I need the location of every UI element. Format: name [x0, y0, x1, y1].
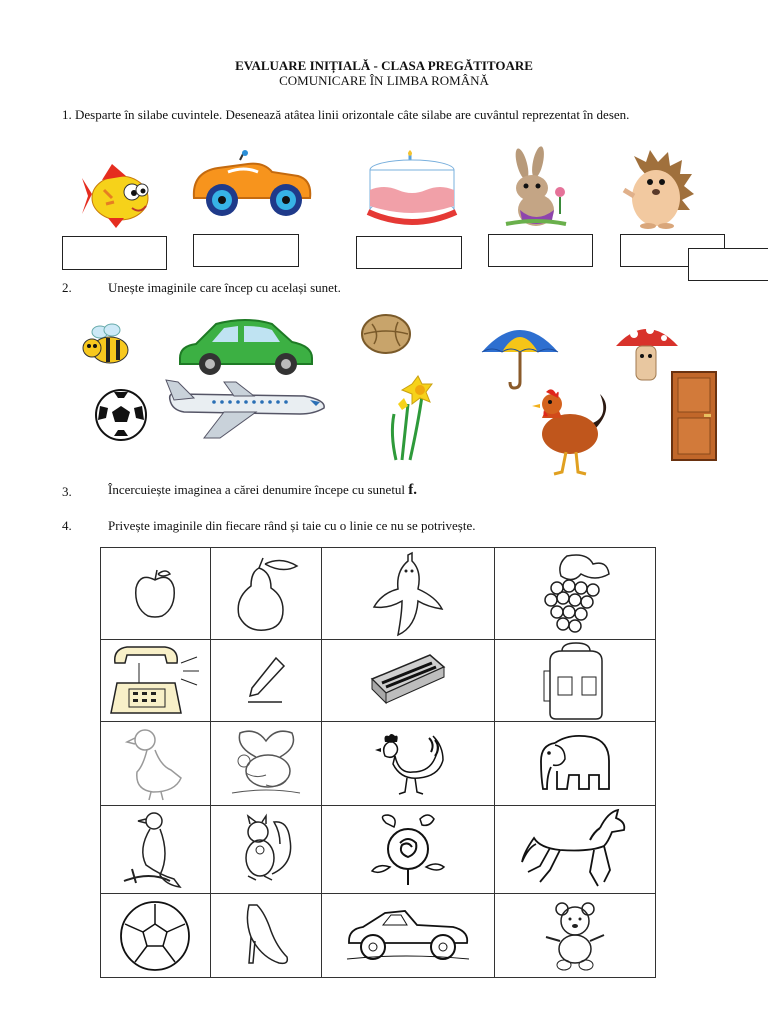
grid-row-3 [101, 722, 656, 806]
grid-cell[interactable] [495, 548, 656, 640]
toy-car-icon [188, 150, 316, 220]
answer-box-6[interactable] [688, 248, 768, 281]
airplane-icon [164, 378, 328, 440]
grid-cell[interactable] [321, 806, 495, 894]
umbrella-icon [480, 318, 560, 392]
grapes-icon [537, 554, 613, 634]
teddy-bear-icon [542, 901, 608, 971]
ball-icon [94, 388, 148, 442]
exercise-4-number: 4. [62, 518, 72, 533]
bunny-icon [500, 148, 572, 230]
exercise-3-instruction [108, 482, 417, 499]
grid-cell[interactable] [495, 640, 656, 722]
bee-icon [80, 322, 132, 366]
page-title: EVALUARE INIȚIALĂ - CLASA PREGĂTITOARE [235, 58, 533, 73]
grid-cell[interactable] [210, 806, 321, 894]
horse-icon [520, 808, 630, 892]
grid-cell[interactable] [101, 894, 211, 978]
door-icon [670, 370, 718, 462]
pencil-icon [246, 656, 286, 706]
grid-row-2 [101, 640, 656, 722]
squirrel-icon [236, 814, 296, 886]
grid-cell[interactable] [495, 806, 656, 894]
answer-box-4[interactable] [488, 234, 593, 267]
grid-cell[interactable] [321, 640, 495, 722]
turkey-icon [226, 727, 306, 801]
flower-icon [388, 374, 436, 460]
telephone-icon [109, 643, 201, 719]
apple-icon [130, 568, 180, 620]
exercise-3-letter: f. [408, 482, 418, 498]
answer-box-1[interactable] [62, 236, 167, 270]
fish-icon [82, 160, 154, 228]
pen-case-icon [368, 653, 448, 709]
picture-grid [100, 547, 656, 978]
pear-icon [229, 554, 303, 634]
rose-icon [370, 813, 446, 887]
grid-cell[interactable] [101, 722, 211, 806]
grid-cell[interactable] [321, 548, 495, 640]
car-icon [176, 316, 316, 376]
page-subtitle: COMUNICARE ÎN LIMBA ROMÂNĂ [279, 73, 489, 88]
exercise-1-instruction: 1. Desparte în silabe cuvintele. Desenează atâtea linii orizontale câte silabe are cuvântul reprezentat în desen. [62, 107, 630, 122]
grid-cell[interactable] [101, 640, 211, 722]
hedgehog-icon [620, 148, 696, 230]
football-icon [119, 900, 191, 972]
rooster-outline-icon [369, 732, 447, 796]
bird-icon [120, 809, 190, 891]
answer-box-3[interactable] [356, 236, 462, 269]
exercise-2-instruction: Unește imaginile care încep cu același sunet. [108, 280, 341, 295]
grid-cell[interactable] [321, 894, 495, 978]
grid-cell[interactable] [101, 548, 211, 640]
banana-icon [368, 551, 448, 637]
grid-cell[interactable] [210, 894, 321, 978]
grid-cell[interactable] [210, 548, 321, 640]
exercise-4-instruction: Privește imaginile din fiecare rând și taie cu o linie ce nu se potrivește. [108, 518, 476, 533]
cake-icon [364, 150, 460, 230]
grid-cell[interactable] [210, 722, 321, 806]
grid-cell[interactable] [495, 894, 656, 978]
exercise-3-text: Încercuiește imaginea a cărei denumire începe cu sunetul [108, 482, 406, 497]
grid-row-4 [101, 806, 656, 894]
backpack-icon [540, 641, 610, 721]
walnut-icon [360, 312, 412, 356]
exercise-2-number: 2. [62, 280, 72, 295]
grid-cell[interactable] [101, 806, 211, 894]
answer-box-2[interactable] [193, 234, 299, 267]
grid-row-5 [101, 894, 656, 978]
grid-cell[interactable] [321, 722, 495, 806]
grid-cell[interactable] [210, 640, 321, 722]
duck-icon [127, 726, 183, 802]
shoe-icon [241, 901, 291, 971]
grid-row-1 [101, 548, 656, 640]
elephant-icon [535, 731, 615, 797]
grid-cell[interactable] [495, 722, 656, 806]
exercise-3-number: 3. [62, 484, 72, 499]
car-outline-icon [345, 907, 471, 965]
rooster-icon [526, 388, 614, 476]
